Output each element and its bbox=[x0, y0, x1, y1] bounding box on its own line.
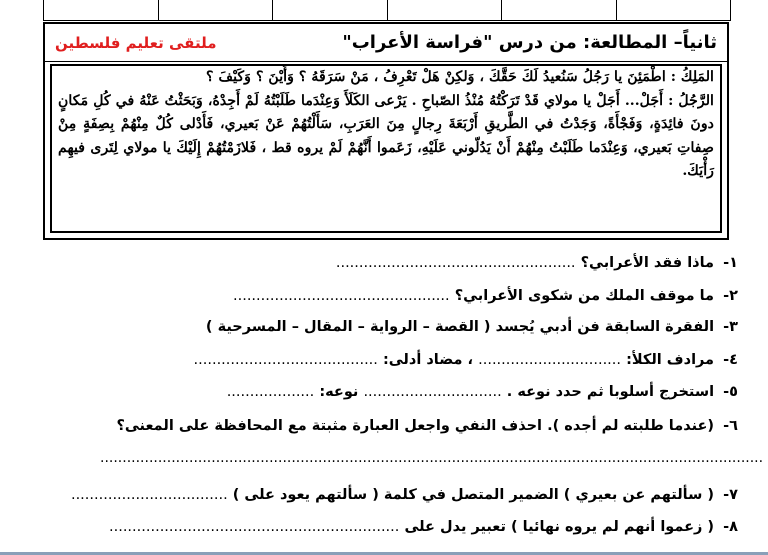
answer-dots: ............................... bbox=[478, 352, 622, 368]
question-text: ماذا فقد الأعرابي؟ bbox=[580, 255, 715, 271]
table-cell bbox=[158, 0, 273, 20]
question-number: ٢- bbox=[723, 288, 738, 304]
answer-dots-2: ................... bbox=[226, 384, 315, 400]
passage-box bbox=[50, 64, 722, 233]
question-number: ٣- bbox=[723, 319, 738, 335]
question-text: ما موقف الملك من شكوى الأعرابي؟ bbox=[454, 288, 715, 304]
question-text: الفقرة السابقة فن أدبي يُجسد ( القصة – الرواية – المقال – المسرحية ) bbox=[205, 319, 715, 335]
table-cell bbox=[387, 0, 502, 20]
answer-line: ..................................................................................................................................................... bbox=[100, 450, 764, 466]
question-number: ٧- bbox=[723, 487, 738, 503]
question-number: ٥- bbox=[723, 384, 738, 400]
question-number: ٦- bbox=[723, 418, 738, 434]
question-8 bbox=[20, 517, 738, 537]
question-6 bbox=[20, 416, 738, 436]
reading-section-frame bbox=[43, 22, 729, 240]
brand-label: ملتقى تعليم فلسطين bbox=[55, 33, 217, 52]
table-cell bbox=[616, 0, 732, 20]
question-2 bbox=[20, 286, 738, 306]
question-number: ٨- bbox=[723, 519, 738, 535]
question-text-2: ، مضاد أدلى: bbox=[382, 352, 474, 368]
question-text: ( سألتهم عن بعيري ) الضمير المتصل في كلمة ( سألتهم يعود على ) bbox=[232, 487, 715, 503]
question-text: مرادف الكلأ: bbox=[626, 352, 715, 368]
question-5 bbox=[20, 382, 738, 402]
passage-paragraph-1: المَلِكُ : اطْمَئِنَ يا رَجُلُ سَنُعيدُ لَكَ حَقَّكَ ، وَلكِنْ هَلْ تَعْرِفُ ، مَنْ سَرَقَهُ ؟ وَأَيْنَ ؟ وَكَيْفَ ؟ bbox=[205, 69, 714, 85]
answer-dots: .................................. bbox=[70, 487, 228, 503]
answer-dots: ............................................................... bbox=[109, 519, 400, 535]
question-text-2: نوعه: bbox=[319, 384, 359, 400]
answer-dots: ............................................... bbox=[233, 288, 450, 304]
question-4 bbox=[20, 350, 738, 370]
table-cell bbox=[43, 0, 158, 20]
question-text: ( زعموا أنهم لم يروه نهائيا ) تعبير يدل على bbox=[404, 519, 715, 535]
question-text: (عندما طلبته لم أجده ). احذف النفي واجعل العبارة مثبتة مع المحافظة على المعنى؟ bbox=[116, 418, 715, 434]
answer-dots: .................................................... bbox=[335, 255, 576, 271]
passage-paragraph-2: الرَّجُلُ : أَجَلْ... أَجَلْ يا مولاي قَدْ تَرَكْتُهُ مُنْذُ الصّباحِ . يَرْعى الكَلَأَ وَعِنْدَما طَلَبْتُهُ لَمْ أَجِدْهُ، وَبَحَثْتُ عَنْهُ في كُلِ مَكانٍ دونَ فائِدَةٍ، وَفَجْأَةً، وَجَدْتُ في الطَّريقِ أَرْبَعَةَ رِجالٍ مِنَ العَرَبِ، سَأَلْتُهُمْ عَنْ بَعيري، فَأَدْلى كُلٌ مِنْهُمْ بِصِفَةٍ مِنْ صِفاتِ بَعيري، وَعِنْدَما طَلَبْتُ مِنْهُمْ أَنْ يَدُلّوني عَلَيْهِ، زَعَموا أَنَّهُمْ لَمْ يروه قط ، فَلازَمْتُهُمْ إِلَيْكَ يا مولاي لِتَرى فيهِم رَأْيَكَ. bbox=[58, 92, 714, 179]
top-table-remnant bbox=[43, 0, 731, 21]
question-7 bbox=[20, 485, 738, 505]
answer-dots: .............................. bbox=[363, 384, 502, 400]
question-text: استخرج أسلوبا ثم حدد نوعه . bbox=[506, 384, 715, 400]
question-3 bbox=[20, 317, 738, 337]
section-header bbox=[45, 24, 727, 62]
section-title: ثانياً– المطالعة: من درس "فراسة الأعراب" bbox=[342, 32, 717, 53]
answer-dots-2: ........................................ bbox=[193, 352, 378, 368]
question-1 bbox=[20, 253, 738, 273]
question-number: ٤- bbox=[723, 352, 738, 368]
table-cell bbox=[501, 0, 616, 20]
question-number: ١- bbox=[723, 255, 738, 271]
table-cell bbox=[272, 0, 387, 20]
